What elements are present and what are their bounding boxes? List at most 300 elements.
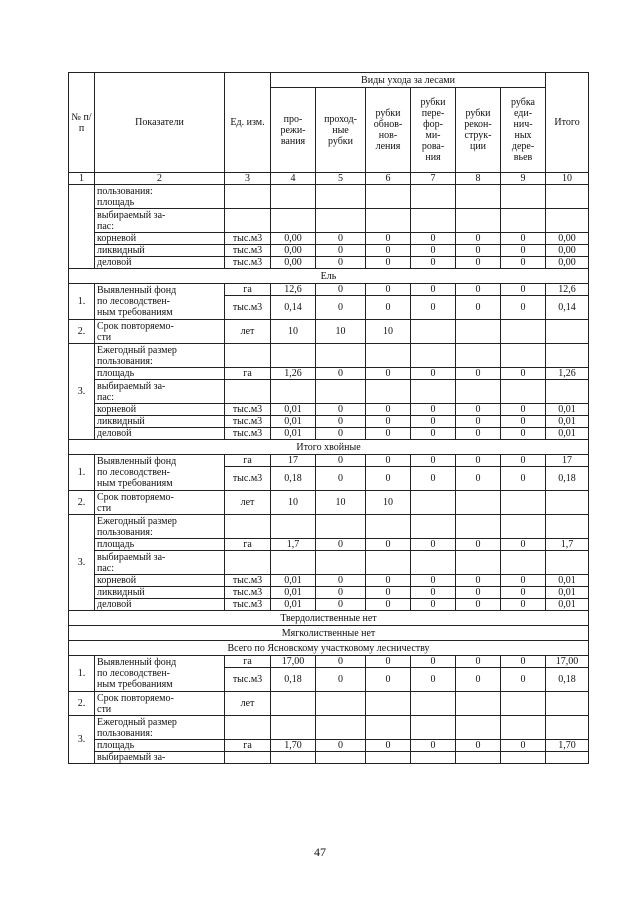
value-cell: [366, 692, 411, 716]
value-cell: [456, 551, 501, 575]
unit-cell: тыс.м3: [225, 233, 271, 245]
header-col: проход- ные рубки: [316, 88, 366, 173]
value-cell: 0: [316, 257, 366, 269]
value-cell: 0: [316, 428, 366, 440]
unit-cell: тыс.м3: [225, 257, 271, 269]
value-cell: 0: [366, 257, 411, 269]
table-row: [69, 515, 589, 539]
value-cell: 0: [501, 599, 546, 611]
table-row: [69, 692, 589, 716]
value-cell: 12,6: [271, 284, 316, 296]
value-cell: 0: [411, 428, 456, 440]
value-cell: 0: [501, 575, 546, 587]
table-row: [69, 440, 589, 455]
value-cell: 0,01: [546, 587, 589, 599]
table-row: [69, 611, 589, 626]
value-cell: 0,01: [271, 575, 316, 587]
value-cell: [501, 344, 546, 368]
section-title: Итого хвойные: [69, 440, 589, 455]
value-cell: [546, 551, 589, 575]
unit-cell: тыс.м3: [225, 245, 271, 257]
value-cell: 0: [456, 368, 501, 380]
value-cell: 1,26: [271, 368, 316, 380]
value-cell: [501, 692, 546, 716]
value-cell: [411, 344, 456, 368]
value-cell: [501, 380, 546, 404]
value-cell: [501, 491, 546, 515]
table-row: [69, 740, 589, 752]
value-cell: [411, 491, 456, 515]
value-cell: [456, 692, 501, 716]
value-cell: 0: [411, 656, 456, 668]
value-cell: 0,01: [271, 587, 316, 599]
value-cell: 0: [456, 428, 501, 440]
value-cell: [316, 692, 366, 716]
section-note: Твердолиственные нет: [69, 611, 589, 626]
indicator-label: корневой: [95, 404, 225, 416]
indicator-label: выбираемый за- пас:: [95, 551, 225, 575]
value-cell: 0: [316, 416, 366, 428]
value-cell: 10: [271, 320, 316, 344]
value-cell: 0: [366, 233, 411, 245]
unit-cell: тыс.м3: [225, 599, 271, 611]
value-cell: 0,00: [271, 245, 316, 257]
table-row: [69, 455, 589, 467]
value-cell: 0: [456, 539, 501, 551]
value-cell: 0: [316, 404, 366, 416]
value-cell: [501, 209, 546, 233]
indicator-label: площадь: [95, 368, 225, 380]
value-cell: [501, 185, 546, 209]
value-cell: 10: [271, 491, 316, 515]
value-cell: [546, 692, 589, 716]
value-cell: [316, 380, 366, 404]
value-cell: 0,01: [271, 416, 316, 428]
value-cell: 0: [411, 257, 456, 269]
table-row: [69, 173, 589, 185]
value-cell: [456, 344, 501, 368]
value-cell: 0: [366, 404, 411, 416]
value-cell: [366, 209, 411, 233]
table-row: [69, 404, 589, 416]
row-number: 1.: [69, 284, 95, 320]
indicator-label: выбираемый за-: [95, 752, 225, 764]
value-cell: 0: [501, 656, 546, 668]
indicator-label: Выявленный фонд по лесоводствен- ным требованиям: [95, 284, 225, 320]
column-index: 5: [316, 173, 366, 185]
column-index: 4: [271, 173, 316, 185]
indicator-label: ликвидный: [95, 416, 225, 428]
value-cell: 17,00: [271, 656, 316, 668]
value-cell: [501, 716, 546, 740]
indicator-label: деловой: [95, 257, 225, 269]
value-cell: [271, 551, 316, 575]
value-cell: 0,14: [271, 296, 316, 320]
value-cell: [546, 752, 589, 764]
value-cell: 0: [411, 284, 456, 296]
value-cell: 0: [456, 284, 501, 296]
value-cell: 0: [501, 368, 546, 380]
indicator-label: Срок повторяемо- сти: [95, 491, 225, 515]
value-cell: [411, 692, 456, 716]
value-cell: 0: [316, 656, 366, 668]
value-cell: 10: [366, 320, 411, 344]
value-cell: [366, 344, 411, 368]
value-cell: 0: [316, 539, 366, 551]
value-cell: [271, 380, 316, 404]
value-cell: 0: [411, 668, 456, 692]
value-cell: 0: [501, 587, 546, 599]
row-number: 2.: [69, 692, 95, 716]
value-cell: 0,01: [271, 404, 316, 416]
header-num: № п/п: [69, 73, 95, 173]
header-col: рубки рекон- струк- ции: [456, 88, 501, 173]
value-cell: [501, 320, 546, 344]
value-cell: [411, 209, 456, 233]
unit-cell: [225, 344, 271, 368]
table-row: [69, 752, 589, 764]
value-cell: 0,00: [271, 257, 316, 269]
value-cell: 0,18: [546, 467, 589, 491]
header-group: Виды ухода за лесами: [271, 73, 546, 88]
row-number: 1.: [69, 656, 95, 692]
value-cell: 0: [501, 740, 546, 752]
value-cell: 0: [456, 467, 501, 491]
value-cell: 0: [456, 587, 501, 599]
row-number: 3.: [69, 344, 95, 440]
value-cell: 0: [456, 404, 501, 416]
unit-cell: тыс.м3: [225, 467, 271, 491]
value-cell: [501, 551, 546, 575]
value-cell: 0: [366, 740, 411, 752]
value-cell: [546, 320, 589, 344]
unit-cell: лет: [225, 320, 271, 344]
unit-cell: га: [225, 455, 271, 467]
value-cell: 0,18: [271, 668, 316, 692]
table-row: [69, 233, 589, 245]
value-cell: [456, 209, 501, 233]
value-cell: [501, 515, 546, 539]
value-cell: 0: [316, 455, 366, 467]
indicator-label: Ежегодный размер пользования:: [95, 716, 225, 740]
column-index: 10: [546, 173, 589, 185]
header-unit: Ед. изм.: [225, 73, 271, 173]
value-cell: 0,01: [271, 599, 316, 611]
section-title: Ель: [69, 269, 589, 284]
value-cell: 0: [366, 284, 411, 296]
table-row: [69, 539, 589, 551]
value-cell: 0: [456, 416, 501, 428]
indicator-label: Ежегодный размер пользования:: [95, 515, 225, 539]
table-row: [69, 656, 589, 668]
value-cell: [456, 320, 501, 344]
table-row: [69, 641, 589, 656]
value-cell: [456, 515, 501, 539]
value-cell: 0,01: [546, 404, 589, 416]
value-cell: 0: [316, 599, 366, 611]
value-cell: [456, 752, 501, 764]
value-cell: [316, 209, 366, 233]
value-cell: [411, 551, 456, 575]
unit-cell: тыс.м3: [225, 296, 271, 320]
unit-cell: [225, 716, 271, 740]
value-cell: 0: [366, 575, 411, 587]
value-cell: [271, 185, 316, 209]
value-cell: 0: [456, 668, 501, 692]
column-index: 7: [411, 173, 456, 185]
value-cell: 0: [456, 233, 501, 245]
row-number: 2.: [69, 491, 95, 515]
value-cell: 0: [316, 587, 366, 599]
value-cell: 0,01: [546, 416, 589, 428]
value-cell: [546, 209, 589, 233]
unit-cell: тыс.м3: [225, 575, 271, 587]
unit-cell: лет: [225, 491, 271, 515]
table-row: [69, 185, 589, 209]
table-row: [69, 491, 589, 515]
column-index: 9: [501, 173, 546, 185]
row-number: 2.: [69, 320, 95, 344]
value-cell: 0: [366, 467, 411, 491]
table-row: [69, 428, 589, 440]
header-col: рубки пере- фор- ми- рова- ния: [411, 88, 456, 173]
value-cell: 0: [411, 404, 456, 416]
value-cell: 0: [456, 740, 501, 752]
table-row: [69, 368, 589, 380]
indicator-label: Срок повторяемо- сти: [95, 692, 225, 716]
indicator-label: деловой: [95, 428, 225, 440]
value-cell: 0,00: [546, 245, 589, 257]
table-row: [69, 551, 589, 575]
unit-cell: [225, 185, 271, 209]
header-col: про- режи- вания: [271, 88, 316, 173]
table-row: [69, 73, 589, 88]
value-cell: [271, 716, 316, 740]
table-row: [69, 209, 589, 233]
value-cell: [411, 320, 456, 344]
unit-cell: [225, 380, 271, 404]
unit-cell: тыс.м3: [225, 587, 271, 599]
value-cell: 0: [411, 416, 456, 428]
indicator-label: корневой: [95, 575, 225, 587]
value-cell: [271, 515, 316, 539]
value-cell: [546, 380, 589, 404]
value-cell: [366, 551, 411, 575]
value-cell: 10: [366, 491, 411, 515]
value-cell: 0: [316, 575, 366, 587]
value-cell: 0: [411, 455, 456, 467]
table-row: [69, 416, 589, 428]
value-cell: [411, 752, 456, 764]
unit-cell: [225, 752, 271, 764]
value-cell: 17,00: [546, 656, 589, 668]
unit-cell: га: [225, 368, 271, 380]
value-cell: 12,6: [546, 284, 589, 296]
column-index: 2: [95, 173, 225, 185]
value-cell: 0: [411, 368, 456, 380]
value-cell: 0: [501, 668, 546, 692]
value-cell: 0: [456, 296, 501, 320]
value-cell: [366, 716, 411, 740]
table-row: [69, 269, 589, 284]
indicator-label: пользования: площадь: [95, 185, 225, 209]
value-cell: 17: [271, 455, 316, 467]
table-row: [69, 320, 589, 344]
value-cell: 0: [411, 599, 456, 611]
row-number: 1.: [69, 455, 95, 491]
value-cell: 0: [316, 284, 366, 296]
value-cell: 17: [546, 455, 589, 467]
row-number: [69, 185, 95, 269]
value-cell: [411, 716, 456, 740]
value-cell: [456, 185, 501, 209]
unit-cell: га: [225, 539, 271, 551]
indicator-label: ликвидный: [95, 245, 225, 257]
unit-cell: [225, 551, 271, 575]
indicator-label: деловой: [95, 599, 225, 611]
unit-cell: га: [225, 284, 271, 296]
column-index: 6: [366, 173, 411, 185]
value-cell: 0: [501, 404, 546, 416]
value-cell: 0: [366, 416, 411, 428]
value-cell: 0: [366, 587, 411, 599]
value-cell: 0,00: [546, 233, 589, 245]
value-cell: [546, 716, 589, 740]
table-row: [69, 380, 589, 404]
value-cell: [411, 515, 456, 539]
table-row: [69, 626, 589, 641]
value-cell: 0: [366, 668, 411, 692]
value-cell: 0: [411, 740, 456, 752]
column-index: 8: [456, 173, 501, 185]
value-cell: 0: [411, 296, 456, 320]
value-cell: 0,01: [546, 599, 589, 611]
value-cell: [546, 515, 589, 539]
value-cell: 0: [501, 245, 546, 257]
section-title: Всего по Ясновскому участковому лесничеству: [69, 641, 589, 656]
value-cell: 0: [501, 296, 546, 320]
value-cell: [546, 344, 589, 368]
value-cell: [501, 752, 546, 764]
value-cell: [456, 380, 501, 404]
value-cell: 0: [366, 245, 411, 257]
table-row: [69, 599, 589, 611]
unit-cell: тыс.м3: [225, 668, 271, 692]
page-number: 47: [314, 845, 326, 859]
value-cell: 0: [411, 467, 456, 491]
section-note: Мягколиственные нет: [69, 626, 589, 641]
value-cell: 0: [366, 455, 411, 467]
value-cell: 0: [366, 599, 411, 611]
value-cell: 0: [366, 428, 411, 440]
value-cell: 0: [501, 455, 546, 467]
value-cell: 0,01: [546, 575, 589, 587]
value-cell: 0: [316, 233, 366, 245]
indicator-label: площадь: [95, 539, 225, 551]
value-cell: 0: [456, 245, 501, 257]
value-cell: 0: [411, 587, 456, 599]
forest-care-table: [68, 72, 589, 764]
value-cell: 0: [411, 575, 456, 587]
header-indicator: Показатели: [95, 73, 225, 173]
column-index: 3: [225, 173, 271, 185]
value-cell: [316, 551, 366, 575]
value-cell: 0,00: [546, 257, 589, 269]
indicator-label: ликвидный: [95, 587, 225, 599]
value-cell: 1,70: [546, 740, 589, 752]
value-cell: 0: [456, 575, 501, 587]
table-row: [69, 344, 589, 368]
value-cell: [316, 752, 366, 764]
value-cell: [366, 185, 411, 209]
value-cell: [411, 185, 456, 209]
value-cell: 0: [456, 656, 501, 668]
value-cell: [411, 380, 456, 404]
value-cell: 0: [456, 257, 501, 269]
value-cell: 1,7: [546, 539, 589, 551]
value-cell: 1,7: [271, 539, 316, 551]
value-cell: [316, 344, 366, 368]
value-cell: 0,01: [271, 428, 316, 440]
unit-cell: [225, 515, 271, 539]
row-number: 3.: [69, 515, 95, 611]
table-row: [69, 257, 589, 269]
indicator-label: Ежегодный размер пользования:: [95, 344, 225, 368]
unit-cell: [225, 209, 271, 233]
value-cell: 1,70: [271, 740, 316, 752]
table-row: [69, 575, 589, 587]
value-cell: 0,00: [271, 233, 316, 245]
table-row: [69, 587, 589, 599]
table-row: [69, 284, 589, 296]
indicator-label: корневой: [95, 233, 225, 245]
unit-cell: тыс.м3: [225, 404, 271, 416]
value-cell: 0: [316, 245, 366, 257]
header-total: Итого: [546, 73, 589, 173]
value-cell: 0: [316, 740, 366, 752]
unit-cell: га: [225, 656, 271, 668]
value-cell: [546, 185, 589, 209]
value-cell: 0,18: [546, 668, 589, 692]
value-cell: [456, 491, 501, 515]
value-cell: 0: [501, 257, 546, 269]
value-cell: 0: [501, 416, 546, 428]
value-cell: 0: [411, 233, 456, 245]
value-cell: 0: [366, 539, 411, 551]
value-cell: 0: [316, 668, 366, 692]
indicator-label: Выявленный фонд по лесоводствен- ным требованиям: [95, 455, 225, 491]
value-cell: 0,01: [546, 428, 589, 440]
table-row: [69, 716, 589, 740]
value-cell: 1,26: [546, 368, 589, 380]
value-cell: 10: [316, 491, 366, 515]
unit-cell: тыс.м3: [225, 428, 271, 440]
column-index: 1: [69, 173, 95, 185]
unit-cell: тыс.м3: [225, 416, 271, 428]
value-cell: 0: [456, 599, 501, 611]
value-cell: 0: [316, 296, 366, 320]
value-cell: [316, 185, 366, 209]
value-cell: [546, 491, 589, 515]
table-row: [69, 245, 589, 257]
value-cell: 0,18: [271, 467, 316, 491]
value-cell: [366, 515, 411, 539]
indicator-label: выбираемый за- пас:: [95, 380, 225, 404]
value-cell: 0: [316, 368, 366, 380]
value-cell: 0: [501, 233, 546, 245]
value-cell: 0: [366, 368, 411, 380]
value-cell: 0: [501, 467, 546, 491]
